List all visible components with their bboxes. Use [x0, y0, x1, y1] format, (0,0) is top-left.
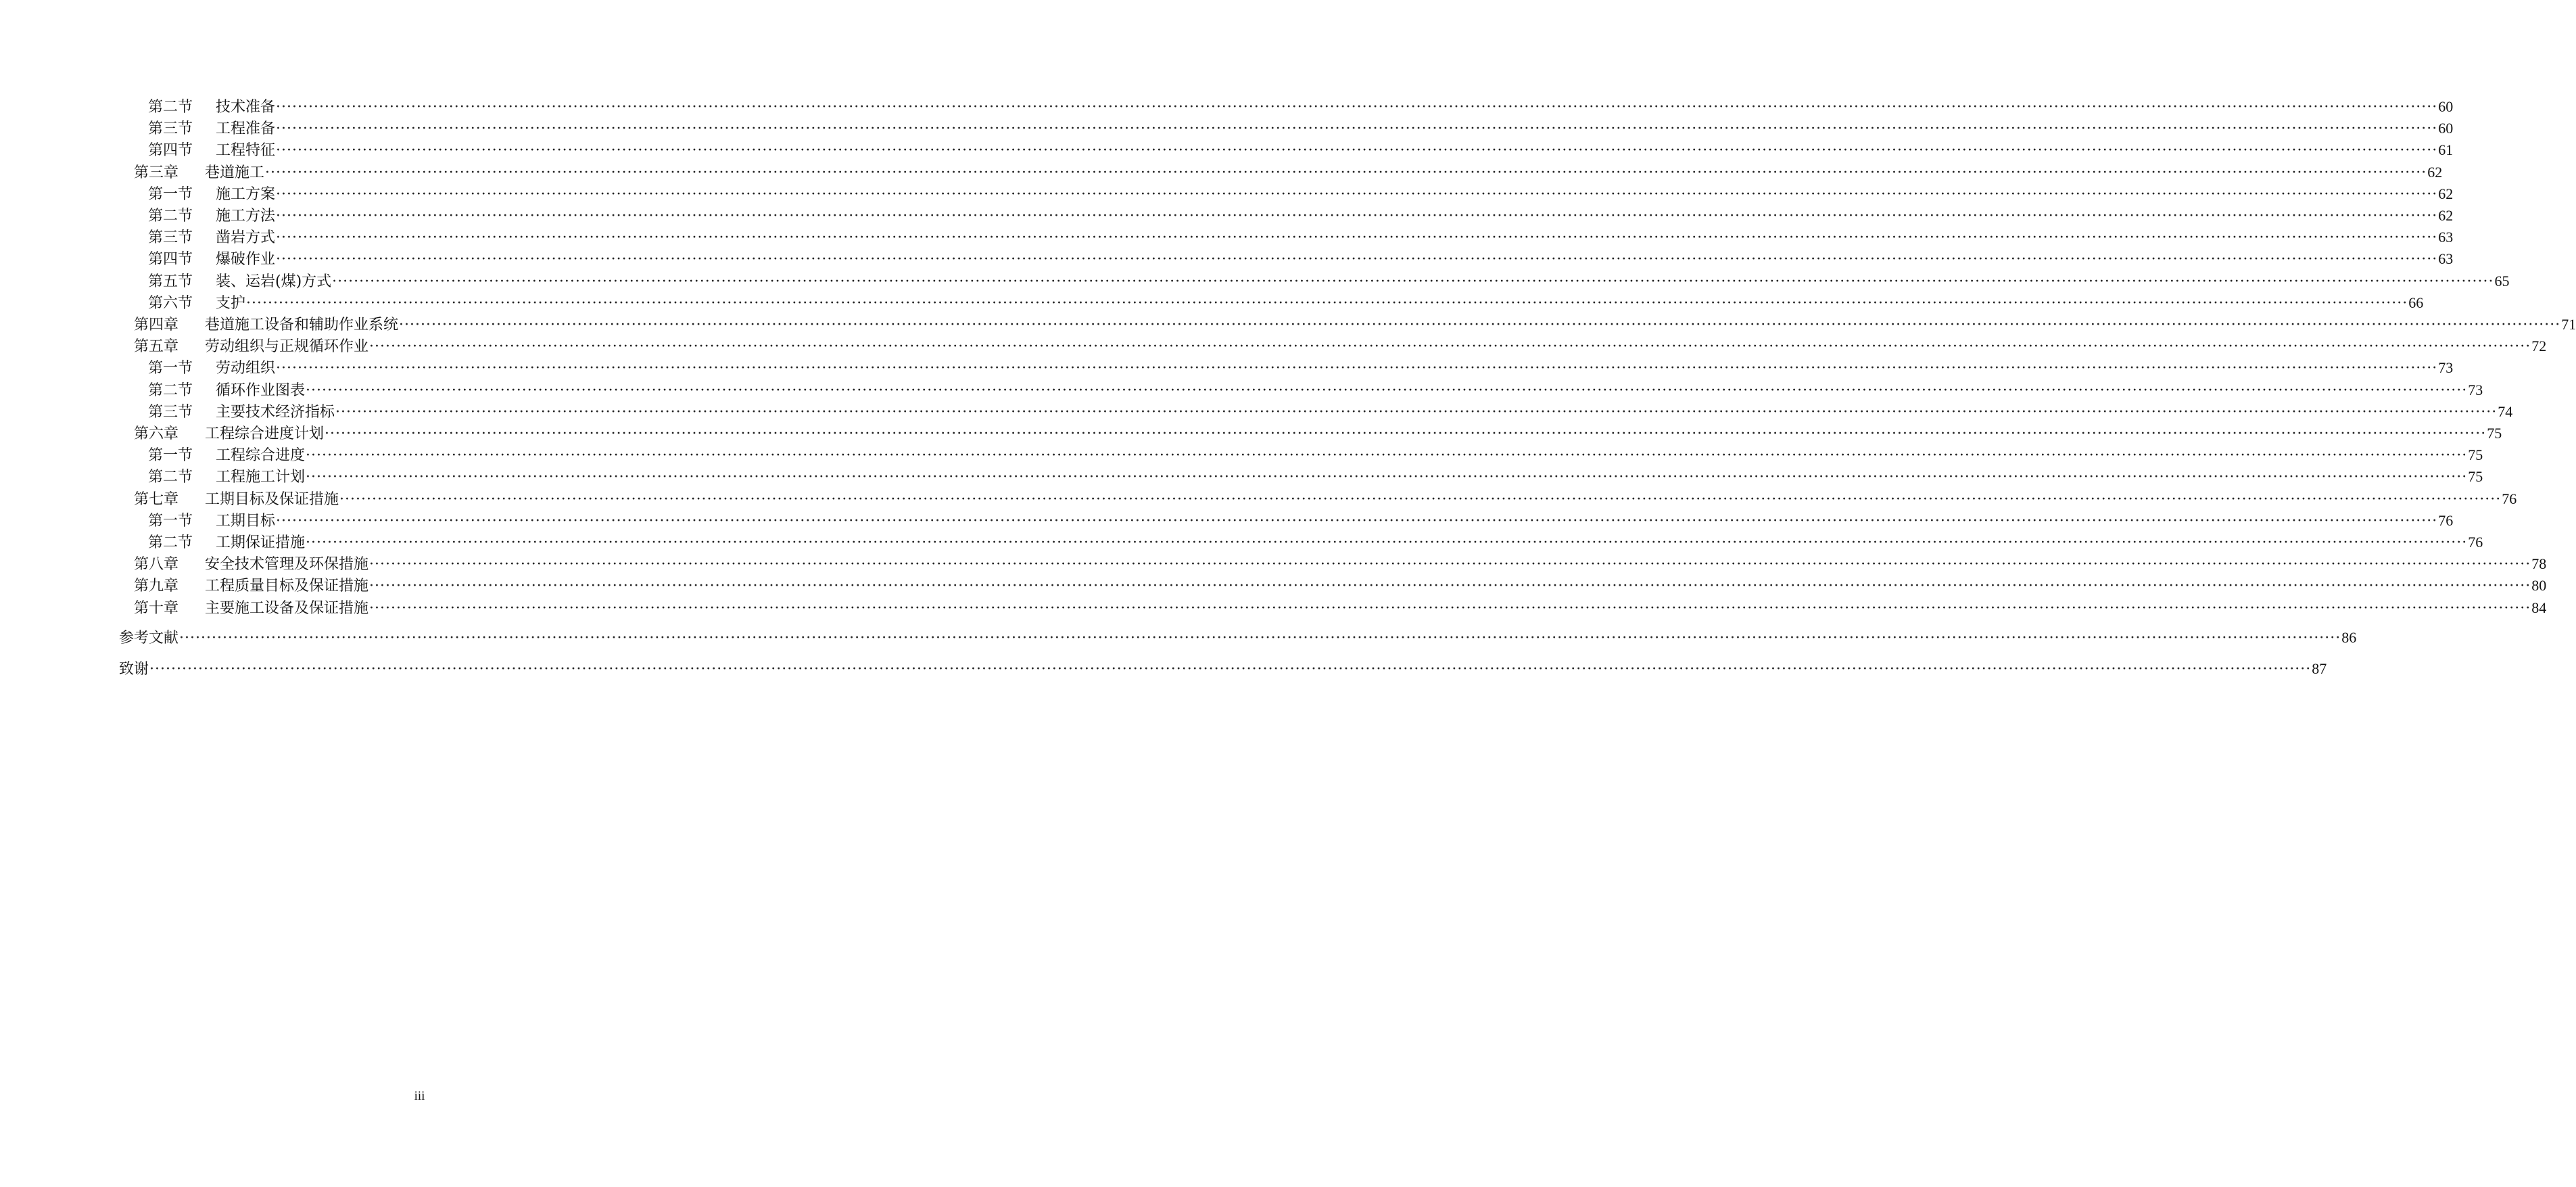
- toc-entry[interactable]: [148, 292, 2424, 314]
- dot-leader: ················································································································································································································································································································································································································: [369, 599, 2531, 617]
- toc-entry-number: 第七章: [134, 490, 179, 508]
- toc-entry-page: 86: [2341, 628, 2357, 646]
- toc-entry[interactable]: [148, 401, 2513, 423]
- toc-entry-title: 支护: [216, 294, 246, 312]
- toc-entry[interactable]: [134, 162, 2443, 183]
- toc-entry-page: 73: [2468, 381, 2483, 398]
- dot-leader: ················································································································································································································································································································································································································: [306, 381, 2468, 399]
- toc-entry-number: 第二节: [148, 99, 193, 116]
- toc-entry[interactable]: [134, 488, 2517, 510]
- toc-entry-page: 60: [2438, 98, 2454, 115]
- toc-entry-title: 施工方案: [216, 185, 276, 203]
- toc-entry-title: 凿岩方式: [216, 229, 276, 247]
- toc-entry-title: 劳动组织: [216, 360, 276, 377]
- page-number: iii: [414, 1089, 425, 1103]
- dot-leader: ················································································································································································································································································································································································································: [276, 229, 2438, 247]
- toc-entry[interactable]: [148, 532, 2483, 553]
- toc-entry-page: 74: [2498, 402, 2513, 420]
- toc-entry-number: 第九章: [134, 578, 179, 595]
- toc-entry[interactable]: [148, 271, 2510, 292]
- toc-entry[interactable]: [148, 118, 2454, 139]
- dot-leader: ················································································································································································································································································································································································································: [179, 629, 2341, 647]
- toc-entry-page: 76: [2502, 490, 2517, 507]
- toc-entry[interactable]: [134, 597, 2547, 619]
- toc-entry-number: 第五节: [148, 273, 193, 290]
- dot-leader: ················································································································································································································································································································································································································: [265, 164, 2427, 181]
- toc-entry-title: 巷道施工: [205, 164, 265, 181]
- toc-entry-number: 第三章: [134, 164, 179, 181]
- dot-leader: ················································································································································································································································································································································································································: [399, 317, 2561, 333]
- dot-leader: ················································································································································································································································································································································································································: [306, 469, 2468, 486]
- toc-entry-title: 装、运岩(煤)方式: [216, 273, 332, 290]
- dot-leader: ················································································································································································································································································································································································································: [276, 185, 2438, 203]
- toc-entry-title: 工程准备: [216, 120, 276, 138]
- dot-leader: ················································································································································································································································································································································································································: [276, 99, 2438, 116]
- toc-entry[interactable]: [148, 227, 2454, 248]
- dot-leader: ················································································································································································································································································································································································································: [339, 490, 2502, 508]
- dot-leader: ················································································································································································································································································································································································································: [335, 403, 2498, 421]
- toc-entry-page: 75: [2487, 425, 2502, 442]
- dot-leader: ················································································································································································································································································································································································································: [149, 660, 2312, 678]
- toc-entry-page: 65: [2494, 272, 2510, 289]
- toc-entry-page: 63: [2438, 229, 2454, 246]
- toc-entry[interactable]: [148, 205, 2454, 227]
- toc-entry-title: 参考文献: [119, 629, 179, 647]
- toc-entry-number: 第一节: [148, 447, 193, 465]
- toc-entry-title: 工程综合进度计划: [205, 425, 325, 442]
- toc-entry-page: 61: [2438, 141, 2454, 159]
- dot-leader: ················································································································································································································································································································································································································: [306, 534, 2468, 551]
- dot-leader: ················································································································································································································································································································································································································: [246, 294, 2408, 312]
- toc-entry[interactable]: [148, 96, 2454, 118]
- dot-leader: ················································································································································································································································································································································································································: [276, 251, 2438, 269]
- toc-entry-page: 62: [2438, 185, 2454, 202]
- toc-entry-page: 76: [2468, 534, 2483, 551]
- toc-entry-number: 第二节: [148, 381, 193, 399]
- dot-leader: ················································································································································································································································································································································································································: [369, 338, 2531, 356]
- toc-entry-number: 第八章: [134, 556, 179, 574]
- toc-entry[interactable]: [148, 466, 2483, 488]
- toc-entry-title: 循环作业图表: [216, 381, 306, 399]
- toc-entry-title: 工程施工计划: [216, 469, 306, 486]
- dot-leader: ················································································································································································································································································································································································································: [276, 120, 2438, 138]
- toc-entry-number: 第二节: [148, 208, 193, 225]
- toc-entry-page: 78: [2531, 555, 2547, 573]
- toc-entry-title: 工期保证措施: [216, 534, 306, 551]
- toc-entry[interactable]: [148, 357, 2454, 379]
- toc-entry-title: 工程特征: [216, 142, 276, 160]
- toc-entry-page: 72: [2531, 338, 2547, 355]
- toc-entry-title: 技术准备: [216, 99, 276, 116]
- dot-leader: ················································································································································································································································································································································································································: [332, 273, 2494, 290]
- toc-entry-title: 主要技术经济指标: [216, 403, 335, 421]
- toc-entry-page: 84: [2531, 599, 2547, 616]
- toc-entry[interactable]: [148, 139, 2454, 161]
- dot-leader: ················································································································································································································································································································································································································: [369, 556, 2531, 574]
- toc-entry-title: 安全技术管理及环保措施: [205, 556, 369, 574]
- toc-entry-number: 第三节: [148, 403, 193, 421]
- toc-entry-page: 80: [2531, 577, 2547, 595]
- toc-entry-number: 第三节: [148, 120, 193, 138]
- toc-entry-page: 73: [2438, 359, 2454, 377]
- toc-entry[interactable]: [119, 658, 2327, 680]
- toc-entry[interactable]: [148, 183, 2454, 205]
- toc-entry[interactable]: [134, 335, 2547, 357]
- dot-leader: ················································································································································································································································································································································································································: [276, 360, 2438, 377]
- toc-entry-number: 第三节: [148, 229, 193, 247]
- toc-entry[interactable]: [148, 444, 2483, 466]
- toc-entry[interactable]: [148, 248, 2454, 270]
- toc-entry[interactable]: [134, 423, 2502, 444]
- dot-leader: ················································································································································································································································································································································································································: [325, 425, 2487, 442]
- toc-entry-page: 71: [2561, 316, 2576, 333]
- toc-entry-number: 第四章: [134, 317, 179, 333]
- dot-leader: ················································································································································································································································································································································································································: [369, 578, 2531, 595]
- toc-entry-title: 施工方法: [216, 208, 276, 225]
- dot-leader: ················································································································································································································································································································································································································: [276, 208, 2438, 225]
- toc-entry-title: 劳动组织与正规循环作业: [205, 338, 369, 356]
- toc-entry-number: 第六节: [148, 294, 193, 312]
- toc-entry-number: 第四节: [148, 142, 193, 160]
- toc-entry[interactable]: [134, 575, 2547, 597]
- toc-entry-title: 工程综合进度: [216, 447, 306, 465]
- toc-entry-page: 60: [2438, 120, 2454, 137]
- toc-entry-title: 工程质量目标及保证措施: [205, 578, 369, 595]
- dot-leader: ················································································································································································································································································································································································································: [306, 447, 2468, 465]
- toc-entry-title: 致谢: [119, 660, 149, 678]
- toc-entry[interactable]: [119, 627, 2357, 649]
- toc-entry-page: 75: [2468, 446, 2483, 464]
- toc-entry-number: 第一节: [148, 185, 193, 203]
- toc-entry-number: 第二节: [148, 469, 193, 486]
- toc-entry[interactable]: [134, 553, 2547, 575]
- toc-entry-page: 87: [2312, 659, 2327, 677]
- toc-entry-title: 主要施工设备及保证措施: [205, 599, 369, 617]
- toc-entry[interactable]: [148, 510, 2454, 532]
- toc-entry[interactable]: [148, 379, 2483, 401]
- toc-entry-page: 62: [2427, 163, 2443, 181]
- toc-entry-title: 巷道施工设备和辅助作业系统: [205, 317, 399, 333]
- toc-entry-number: 第五章: [134, 338, 179, 356]
- toc-entry-page: 76: [2438, 511, 2454, 529]
- toc-entry-number: 第一节: [148, 512, 193, 530]
- dot-leader: ················································································································································································································································································································································································································: [276, 142, 2438, 160]
- toc-entry-title: 爆破作业: [216, 251, 276, 269]
- toc-entry-page: 62: [2438, 207, 2454, 224]
- toc-entry-title: 工期目标: [216, 512, 276, 530]
- toc-entry[interactable]: [134, 314, 2576, 335]
- toc-entry-number: 第一节: [148, 360, 193, 377]
- toc-entry-number: 第六章: [134, 425, 179, 442]
- toc-entry-number: 第二节: [148, 534, 193, 551]
- toc-entry-page: 66: [2408, 294, 2424, 311]
- dot-leader: ················································································································································································································································································································································································································: [276, 512, 2438, 530]
- toc-entry-page: 63: [2438, 250, 2454, 268]
- toc-entry-page: 75: [2468, 468, 2483, 486]
- toc-entry-number: 第十章: [134, 599, 179, 617]
- toc-entry-number: 第四节: [148, 251, 193, 269]
- toc-entry-title: 工期目标及保证措施: [205, 490, 339, 508]
